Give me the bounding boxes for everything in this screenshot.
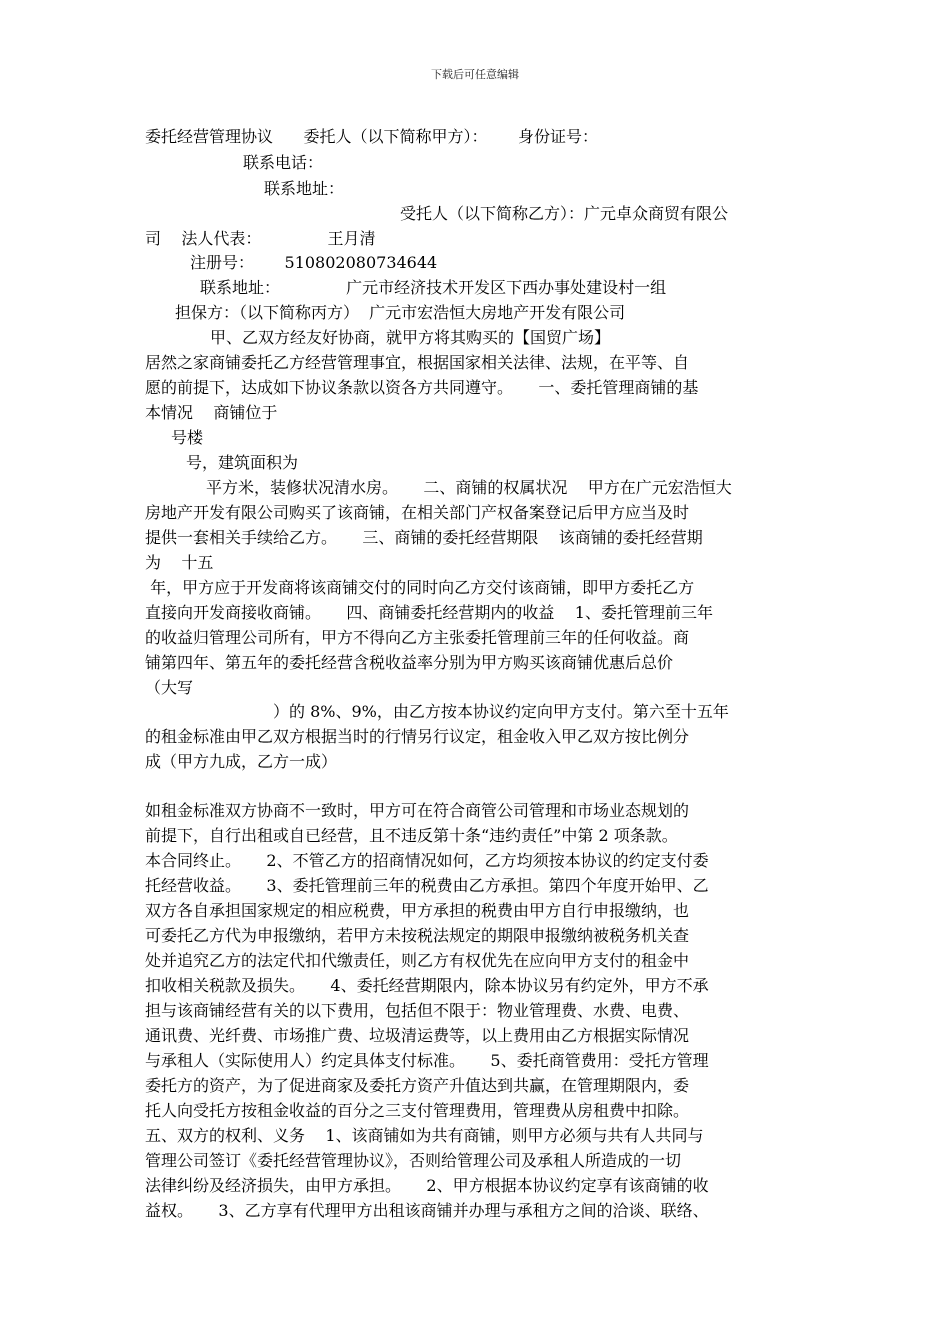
text-line: 号，建筑面积为	[186, 453, 299, 472]
text-line: 年，甲方应于开发商将该商铺交付的同时向乙方交付该商铺，即甲方委托乙方	[145, 578, 695, 597]
text-line: 愿的前提下，达成如下协议条款以资各方共同遵守。 一、委托管理商铺的基	[145, 378, 699, 397]
text-line: 委托经营管理协议 委托人（以下简称甲方）： 身份证号：	[145, 127, 599, 146]
text-line: 的租金标准由甲乙双方根据当时的行情另行议定，租金收入甲乙双方按比例分	[145, 727, 690, 746]
text-line: 托经营收益。 3、委托管理前三年的税费由乙方承担。第四个年度开始甲、乙	[145, 876, 709, 895]
text-line: 的收益归管理公司所有，甲方不得向乙方主张委托管理前三年的任何收益。商	[145, 628, 690, 647]
text-line: 房地产开发有限公司购买了该商铺，在相关部门产权备案登记后甲方应当及时	[145, 503, 690, 522]
text-line: 联系地址：	[264, 179, 345, 198]
text-line: ）的 8%、9%，由乙方按本协议约定向甲方支付。第六至十五年	[273, 702, 729, 721]
text-line: 联系地址： 广元市经济技术开发区下西办事处建设村一组	[200, 278, 667, 297]
text-line: 联系电话：	[243, 153, 324, 172]
text-line: 如租金标准双方协商不一致时，甲方可在符合商管公司管理和市场业态规划的	[145, 801, 690, 820]
text-line: 本情况 商铺位于	[145, 403, 278, 422]
text-line: 本合同终止。 2、不管乙方的招商情况如何，乙方均须按本协议的约定支付委	[145, 851, 709, 870]
text-line: 为 十五	[145, 553, 214, 572]
text-line: 受托人（以下简称乙方）：广元卓众商贸有限公	[400, 204, 729, 223]
page-header: 下载后可任意编辑	[431, 68, 519, 81]
text-line: 司 法人代表： 王月清	[145, 229, 376, 248]
text-line: 居然之家商铺委托乙方经营管理事宜，根据国家相关法律、法规，在平等、自	[145, 353, 690, 372]
text-line: 通讯费、光纤费、市场推广费、垃圾清运费等，以上费用由乙方根据实际情况	[145, 1026, 690, 1045]
text-line: 铺第四年、第五年的委托经营含税收益率分别为甲方购买该商铺优惠后总价	[145, 653, 674, 672]
text-line: 管理公司签订《委托经营管理协议》，否则给管理公司及承租人所造成的一切	[145, 1151, 682, 1170]
text-line: 处并追究乙方的法定代扣代缴责任，则乙方有权优先在应向甲方支付的租金中	[145, 951, 690, 970]
text-line: 五、双方的权利、义务 1、该商铺如为共有商铺，则甲方必须与共有人共同与	[145, 1126, 704, 1145]
text-line: 甲、乙双方经友好协商，就甲方将其购买的【国贸广场】	[210, 328, 611, 347]
text-line: 担保方：（以下简称丙方） 广元市宏浩恒大房地产开发有限公司	[175, 303, 626, 322]
text-line: 委托方的资产，为了促进商家及委托方资产升值达到共赢，在管理期限内，委	[145, 1076, 690, 1095]
text-line: 扣收相关税款及损失。 4、委托经营期限内，除本协议另有约定外，甲方不承	[145, 976, 709, 995]
text-line: 前提下，自行出租或自已经营，且不违反第十条“违约责任”中第 2 项条款。	[145, 826, 678, 845]
text-line: 托人向受托方按租金收益的百分之三支付管理费用，管理费从房租费中扣除。	[145, 1101, 690, 1120]
text-line: 担与该商铺经营有关的以下费用，包括但不限于：物业管理费、水费、电费、	[145, 1001, 690, 1020]
text-line: 与承租人（实际使用人）约定具体支付标准。 5、委托商管费用：受托方管理	[145, 1051, 709, 1070]
text-line: 平方米，装修状况清水房。 二、商铺的权属状况 甲方在广元宏浩恒大	[206, 478, 732, 497]
text-line: 成（甲方九成，乙方一成）	[145, 752, 338, 771]
text-line: 号楼	[171, 428, 204, 447]
text-line: 益权。 3、乙方享有代理甲方出租该商铺并办理与承租方之间的洽谈、联络、	[145, 1201, 709, 1220]
text-line: 直接向开发商接收商铺。 四、商铺委托经营期内的收益 1、委托管理前三年	[145, 603, 713, 622]
text-line: 提供一套相关手续给乙方。 三、商铺的委托经营期限 该商铺的委托经营期	[145, 528, 703, 547]
text-line: 可委托乙方代为申报缴纳，若甲方未按税法规定的期限申报缴纳被税务机关查	[145, 926, 690, 945]
text-line: 注册号： 510802080734644	[190, 253, 438, 272]
text-line: （大写	[145, 678, 194, 697]
text-line: 法律纠纷及经济损失，由甲方承担。 2、甲方根据本协议约定享有该商铺的收	[145, 1176, 709, 1195]
text-line: 双方各自承担国家规定的相应税费，甲方承担的税费由甲方自行申报缴纳，也	[145, 901, 690, 920]
